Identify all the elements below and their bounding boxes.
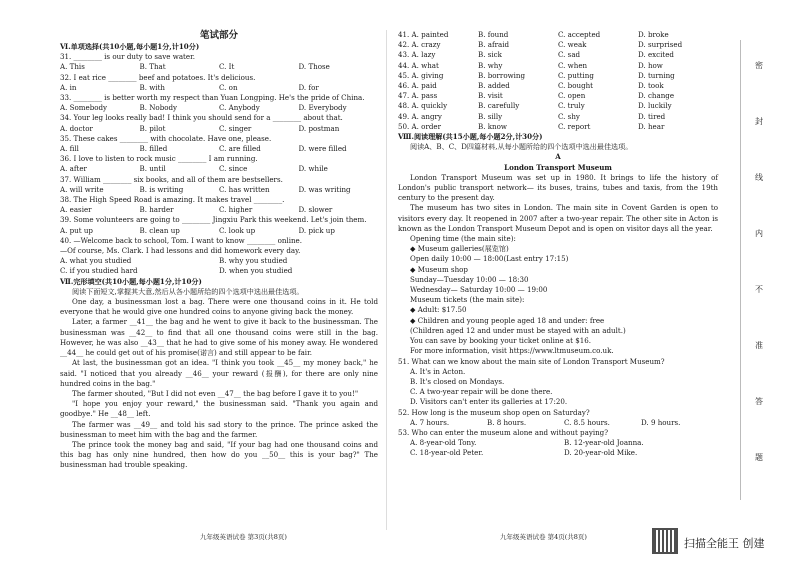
q53-options (398, 448, 718, 458)
cloze-option: D. took (638, 81, 664, 91)
museum-info-line: Open daily 10:00 — 18:00(Last entry 17:15) (410, 254, 569, 264)
seal-line-char: 封 (755, 117, 763, 126)
question-option: A. in (60, 82, 77, 92)
section-8-heading: Ⅷ.阅读理解(共15小题,每小题2分,计30分) (398, 132, 543, 142)
left-column (60, 30, 378, 471)
question-option: B. harder (139, 205, 174, 215)
question-options (60, 185, 378, 195)
section-7-heading: Ⅶ.完形填空(共10小题,每小题1分,计10分) (60, 276, 202, 286)
question-stem: 39. Some volunteers are going to ________ Jingxiu Park this weekend. Let's join them. (60, 215, 367, 225)
mcq-list (60, 52, 378, 236)
museum-info-line: (Children aged 12 and under must be stayed with an adult.) (410, 325, 626, 335)
question-option: A. fill (60, 144, 79, 154)
cloze-option: C. weak (558, 40, 587, 50)
cloze-paragraph: The prince took the money bag and said, "If your bag had one thousand coins and this bag has only nine hundred, then how do you __50__ this is your bag?" The businessman had trouble speaking. (60, 439, 378, 470)
question-option: B. is writing (139, 184, 184, 194)
left-page-footer: 九年级英语试卷 第3页(共8页) (200, 533, 287, 541)
museum-info (398, 234, 718, 356)
cloze-option: B. visit (478, 91, 503, 101)
seal-line-char: 准 (755, 341, 763, 350)
question-option: D. postman (298, 123, 340, 133)
seal-line-char: 不 (755, 285, 763, 294)
question-options (60, 124, 378, 134)
q40-option: B. why you studied (219, 256, 288, 266)
question-option: B. with (139, 82, 165, 92)
cloze-option: D. turning (638, 70, 675, 80)
q40-options (60, 256, 378, 266)
q52-option: D. 9 hours. (641, 417, 681, 427)
section-7-instruction: 阅读下面短文,掌握其大意,然后从各小题所给的四个选项中选出最佳选项。 (72, 286, 304, 296)
question-stem: 37. William ________ six books, and all of them are bestsellers. (60, 174, 283, 184)
cloze-option: D. change (638, 91, 675, 101)
question-option: A. easier (60, 205, 92, 215)
cloze-option-row (398, 81, 718, 91)
museum-info-line: Museum tickets (the main site): (410, 295, 525, 305)
question-options (60, 103, 378, 113)
question-options (60, 62, 378, 72)
question-option: A. after (60, 164, 87, 174)
question-options (60, 205, 378, 215)
museum-info-line: ◆ Museum shop (410, 264, 468, 274)
cloze-option: C. report (558, 121, 591, 131)
question-option: B. Nobody (139, 103, 178, 113)
q53-option: D. 20-year-old Mike. (564, 448, 638, 458)
cloze-option: C. accepted (558, 30, 601, 39)
right-page-footer: 九年级英语试卷 第4页(共8页) (500, 533, 587, 541)
q53-options (398, 438, 718, 448)
cloze-option: B. added (478, 81, 510, 91)
q40-options (60, 266, 378, 276)
question-option: D. Those (298, 62, 330, 72)
question-stem: 31. ________ is our duty to save water. (60, 52, 195, 62)
cloze-options-list (398, 30, 718, 132)
seal-line-char: 内 (755, 229, 763, 238)
q53-stem: 53. Who can enter the museum alone and without paying? (398, 427, 609, 437)
question-option: C. singer (219, 123, 252, 133)
cloze-paragraph: At last, the businessman got an idea. "I think you took __45__ my money back," he said. "I noticed that you already __46__ your reward (报酬), for there are only nine hundred coins in the bag." (60, 358, 378, 388)
cloze-option: B. found (478, 30, 509, 39)
cloze-option: D. excited (638, 50, 674, 60)
q40-option: A. what you studied (60, 256, 132, 266)
cloze-option: B. sick (478, 50, 502, 60)
cloze-option-row (398, 71, 718, 81)
passage-paragraph: The museum has two sites in London. The main site in Covent Garden is open to visitors every day. It reopened in 2007 after a two-year repair. The other site in Acton is known as the London Transport Museum Depot and is open on visitor days all the year. (398, 203, 718, 233)
question-option: D. for (298, 82, 319, 92)
cloze-option: C. shy (558, 111, 580, 121)
question-option: C. since (219, 164, 248, 174)
cloze-option: C. sad (558, 50, 581, 60)
page-title: 笔试部分 (199, 30, 238, 41)
cloze-option: 50. A. order (398, 121, 441, 131)
q53-option: A. 8-year-old Tony. (410, 438, 477, 448)
question-stem: 32. I eat rice ________ beef and potatoes. It's delicious. (60, 72, 256, 82)
question-option: D. slower (298, 205, 333, 215)
cloze-option-row (398, 50, 718, 60)
qr-code-icon (652, 528, 678, 554)
cloze-option: 42. A. crazy (398, 40, 441, 50)
q40-stem: 40. —Welcome back to school, Tom. I want to know ________ online. (60, 235, 302, 245)
q53-option: B. 12-year-old Joanna. (564, 438, 644, 448)
question-options (60, 226, 378, 236)
question-option: B. clean up (139, 225, 180, 235)
question-option: B. until (139, 164, 166, 174)
question-option: D. pick up (298, 225, 335, 235)
museum-info-line: Wednesday— Saturday 10:00 — 19:00 (410, 285, 548, 295)
question-stem: 35. These cakes ________ with chocolate. Have one, please. (60, 133, 272, 143)
q40-option: D. when you studied (219, 266, 293, 276)
q51-stem: 51. What can we know about the main site of London Transport Museum? (398, 356, 665, 366)
cloze-option: D. how (638, 60, 663, 70)
question-option: B. That (139, 62, 166, 72)
question-option: D. while (298, 164, 328, 174)
q52-stem: 52. How long is the museum shop open on Saturday? (398, 407, 590, 417)
q52-option: A. 7 hours. (410, 417, 450, 427)
cloze-option: D. surprised (638, 40, 683, 50)
question-option: A. will write (60, 184, 104, 194)
cloze-option: B. afraid (478, 40, 510, 50)
museum-info-line: Opening time (the main site): (410, 234, 516, 244)
q40-option: C. if you studied hard (60, 266, 138, 276)
cloze-option: C. when (558, 60, 588, 70)
q51-option: C. A two-year repair will be done there. (410, 387, 553, 397)
question-option: C. higher (219, 205, 253, 215)
q51-option: D. Visitors can't enter its galleries at 17:20. (410, 397, 568, 407)
museum-info-line: You can save by booking your ticket online at $16. (410, 336, 592, 346)
cloze-option: 46. A. paid (398, 81, 437, 91)
cloze-option: 43. A. lazy (398, 50, 436, 60)
right-column (398, 30, 718, 459)
question-option: D. was writing (298, 184, 351, 194)
cloze-paragraph: The farmer shouted, "But I did not even __47__ the bag before I gave it to you!" (72, 388, 359, 398)
question-option: A. This (60, 62, 85, 72)
museum-info-line: ◆ Museum galleries(展览馆) (410, 244, 509, 254)
q52-option: B. 8 hours. (487, 417, 527, 427)
section-6-heading: Ⅵ.单项选择(共10小题,每小题1分,计10分) (60, 42, 200, 51)
seal-line-margin (740, 40, 781, 500)
museum-info-line: ◆ Adult: $17.50 (410, 305, 467, 315)
passage-paragraph: London Transport Museum was set up in 1980. It brings to life the history of London's public transport network— its buses, trains, tubes and taxis, from the 19th century to the present day. (398, 172, 718, 203)
question-option: A. doctor (60, 123, 93, 133)
cloze-option-row (398, 101, 718, 111)
cloze-option: B. borrowing (478, 70, 526, 80)
question-option: C. are filled (219, 144, 261, 154)
seal-line-char: 线 (755, 173, 763, 182)
cloze-option: B. silly (478, 111, 503, 121)
cloze-option: C. truly (558, 101, 585, 111)
question-option: B. pilot (139, 123, 166, 133)
question-options (60, 164, 378, 174)
seal-line-char: 题 (755, 453, 763, 462)
q53-option: C. 18-year-old Peter. (410, 448, 484, 458)
question-option: C. It (219, 62, 235, 72)
question-option: C. look up (219, 225, 256, 235)
question-option: D. Everybody (298, 103, 347, 113)
cloze-option-row (398, 40, 718, 50)
cloze-option: D. tired (638, 111, 666, 121)
passage-letter: A (555, 152, 561, 162)
cloze-option: 41. A. painted (398, 30, 449, 39)
cloze-option: 45. A. giving (398, 70, 444, 80)
scanner-watermark: 扫描全能王 创建 (684, 537, 765, 550)
question-options (60, 83, 378, 93)
question-option: C. Anybody (219, 103, 260, 113)
q51-option: B. It's closed on Mondays. (410, 376, 505, 386)
museum-info-line: For more information, visit https://www.ltmuseum.co.uk. (410, 346, 614, 356)
question-stem: 36. I love to listen to rock music ________ I am running. (60, 154, 258, 164)
q52-option: C. 8.5 hours. (564, 417, 610, 427)
cloze-option: C. bought (558, 81, 594, 91)
cloze-option-row (398, 91, 718, 101)
cloze-option: C. putting (558, 70, 594, 80)
passage-title: London Transport Museum (504, 162, 612, 172)
cloze-option: B. why (478, 60, 503, 70)
cloze-option-row (398, 122, 718, 132)
cloze-paragraph: Later, a farmer __41__ the bag and he went to give it back to the businessman. The businessman was __42__ to find that all one thousand coins were still in the bag. However, he was also __43__ that he had to give some of his money away. He wondered __44__ he could get out of his promise(诺言) and still appear to be fair. (60, 317, 378, 358)
question-option: B. filled (139, 144, 168, 154)
cloze-option: D. luckily (638, 101, 672, 111)
question-option: A. put up (60, 225, 93, 235)
museum-info-line: ◆ Children and young people aged 18 and under: free (410, 315, 605, 325)
question-option: C. has written (219, 184, 270, 194)
cloze-option: 44. A. what (398, 60, 439, 70)
question-option: A. Somebody (60, 103, 108, 113)
question-stem: 33. ________ is better worth my respect than Yuan Longping. He's the pride of China. (60, 93, 365, 103)
cloze-option: D. broke (638, 30, 669, 39)
cloze-option: 47. A. pass (398, 91, 438, 101)
cloze-paragraph: The farmer was __49__ and told his sad story to the prince. The prince asked the businessman to meet him with the bag and the farmer. (60, 419, 378, 439)
cloze-option-row (398, 112, 718, 122)
q40-reply: —Of course, Ms. Clark. I had lessons and did homework every day. (60, 246, 301, 256)
question-option: D. were filled (298, 144, 347, 154)
question-option: C. on (219, 82, 238, 92)
cloze-option: 48. A. quickly (398, 101, 448, 111)
question-stem: 34. Your leg looks really bad! I think you should send for a ________ about that. (60, 113, 343, 123)
cloze-option-row (398, 30, 718, 40)
q52-options (398, 418, 718, 428)
cloze-option: C. open (558, 91, 586, 101)
seal-line-char: 答 (755, 397, 763, 406)
q51-option: A. It's in Acton. (410, 366, 466, 376)
column-divider (386, 30, 387, 530)
cloze-option: B. carefully (478, 101, 520, 111)
cloze-option: D. hear (638, 121, 665, 131)
museum-info-line: Sunday—Tuesday 10:00 — 18:30 (410, 274, 529, 284)
question-options (60, 144, 378, 154)
cloze-option: B. know (478, 121, 507, 131)
cloze-option-row (398, 61, 718, 71)
question-stem: 38. The High Speed Road is amazing. It makes travel ________. (60, 195, 285, 205)
cloze-option: 49. A. angry (398, 111, 442, 121)
cloze-paragraph: One day, a businessman lost a bag. There were one thousand coins in it. He told everyone that he would give one hundred coins to anyone giving back the money. (60, 297, 378, 317)
cloze-passage (60, 297, 378, 470)
section-8-instruction: 阅读A、B、C、D四篇材料,从每小题所给的四个选项中选出最佳选项。 (410, 142, 633, 152)
seal-line-char: 密 (755, 61, 763, 70)
cloze-paragraph: "I hope you enjoy your reward," the businessman said. "Thank you again and goodbye." He __48__ left. (60, 399, 378, 419)
